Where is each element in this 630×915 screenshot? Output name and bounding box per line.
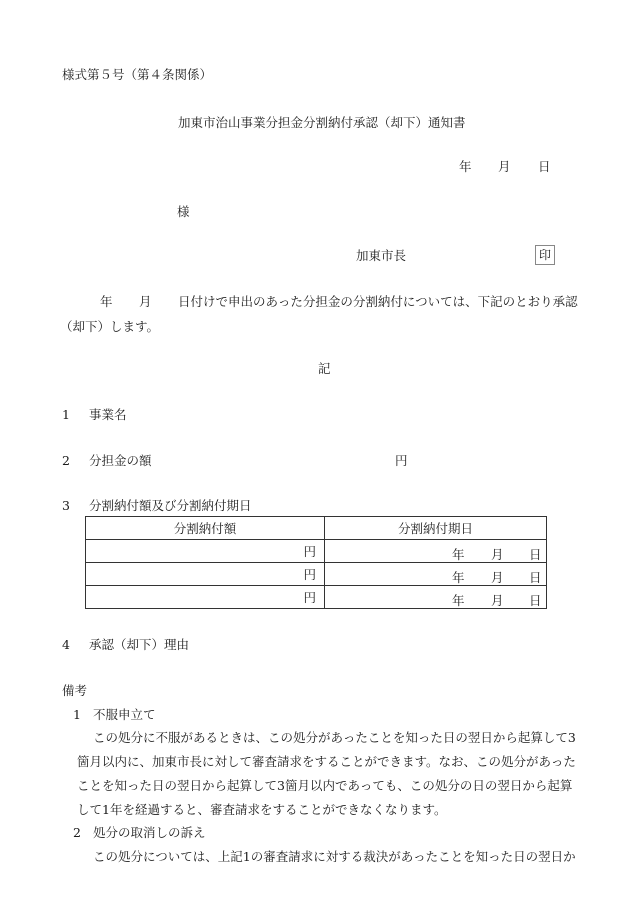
body-year: 年 [100,294,113,309]
schedule-table [85,516,547,609]
body-month: 月 [139,294,152,309]
due-year: 年 [452,593,465,608]
due-year: 年 [452,547,465,562]
schedule-header-row [86,517,547,540]
document-title: 加東市治山事業分担金分割納付承認（却下）通知書 [178,115,466,130]
item-2-number: 2 [62,453,70,468]
note-1-line: この処分に不服があるときは、この処分があったことを知った日の翌日から起算して3 [93,730,576,745]
amount-cell: 円 [86,586,325,609]
body-text-1: 日付けで申出のあった分担金の分割納付については、下記のとおり承認 [178,294,578,309]
item-3-label: 分割納付額及び分割納付期日 [89,498,252,513]
note-1-line: して1年を経過すると、審査請求をすることができなくなります。 [77,802,447,817]
header-due-date: 分割納付期日 [325,517,547,540]
issuer: 加東市長 [356,248,407,263]
form-number: 様式第５号（第４条関係） [62,67,213,82]
note-2-number: 2 [73,825,81,840]
note-1-line: 箇月以内に、加東市長に対して審査請求をすることができます。なお、この処分があった [77,754,576,769]
item-4-number: 4 [62,637,70,652]
note-1-title: 不服申立て [93,707,156,722]
item-2-label: 分担金の額 [89,453,152,468]
table-row [86,586,547,609]
ki-heading: 記 [318,361,331,376]
due-day: 日 [529,593,542,608]
header-amount: 分割納付額 [86,517,325,540]
item-3-number: 3 [62,498,70,513]
note-1-number: 1 [73,707,81,722]
due-year: 年 [452,570,465,585]
due-date-cell [325,563,547,586]
item-1-number: 1 [62,407,70,422]
issue-date-day: 日 [538,159,551,174]
amount-cell: 円 [86,540,325,563]
due-day: 日 [529,547,542,562]
due-month: 月 [491,547,504,562]
table-row [86,540,547,563]
note-1-line: ことを知った日の翌日から起算して3箇月以内であっても、この処分の日の翌日から起算 [77,778,573,793]
due-date-cell [325,586,547,609]
due-month: 月 [491,593,504,608]
amount-cell: 円 [86,563,325,586]
note-2-title: 処分の取消しの訴え [93,825,206,840]
due-date-cell [325,540,547,563]
item-4-label: 承認（却下）理由 [89,637,190,652]
body-line-2: （却下）します。 [60,319,160,334]
item-1-label: 事業名 [89,407,127,422]
seal-mark: 印 [535,245,555,265]
issue-date-month: 月 [498,159,511,174]
addressee-suffix: 様 [177,204,190,219]
note-2-line: この処分については、上記1の審査請求に対する裁決があったことを知った日の翌日か [93,849,576,864]
due-day: 日 [529,570,542,585]
due-month: 月 [491,570,504,585]
item-2-unit: 円 [395,453,408,468]
table-row [86,563,547,586]
remarks-heading: 備考 [62,683,88,698]
issue-date-year: 年 [459,159,472,174]
